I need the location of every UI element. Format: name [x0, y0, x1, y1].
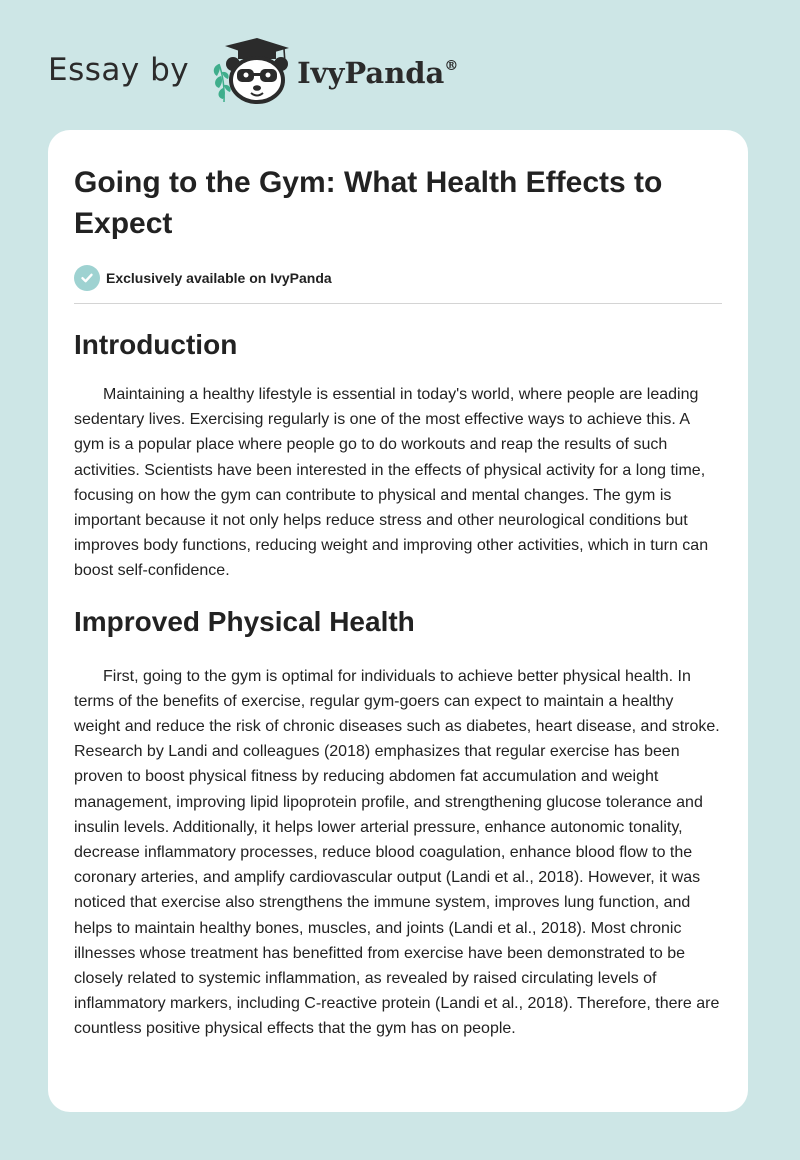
- section-heading: Improved Physical Health: [74, 605, 415, 637]
- brand-name: [297, 56, 458, 90]
- site-header: [48, 36, 458, 106]
- section-paragraph: Maintaining a healthy lifestyle is essential in today's world, where people are leading sedentary lives. Exercising regularly is one of the most effective ways to achieve this. A gym is a popular place where people go to do workouts and reap the results of such activities. Scientists have been interested in the effects of physical activity for a long time, focusing on how the gym can contribute to physical and mental changes. The gym is important because it not only helps reduce stress and other neurological conditions but improves body functions, reducing weight and improving other activities, which in turn can boost self-confidence.: [74, 386, 709, 580]
- panda-logo-icon: [205, 36, 293, 106]
- section-improved-physical-health: [74, 605, 722, 1042]
- section-paragraph: First, going to the gym is optimal for individuals to achieve better physical health. In terms of the benefits of exercise, regular gym-goers can expect to maintain a healthy weight and reduce the risk of chronic diseases such as diabetes, heart disease, and stroke. Research by Landi and colleagues (2018) emphasizes that regular exercise has been proven to boost physical fitness by reducing abdomen fat accumulation and weight management, improving lipid lipoprotein profile, and strengthening glucose tolerance and insulin levels. Additionally, it helps lower arterial pressure, enhance autonomic tonality, decrease inflammatory processes, reduce blood coagulation, enhance blood flow to the coronary arteries, and amplify cardiovascular output (Landi et al., 2018). However, it was noticed that exercise also strengthens the immune system, improves lung function, and helps to maintain healthy bones, muscles, and joints (Landi et al., 2018). Most chronic illnesses whose treatment has benefitted from exercise have been demonstrated to be closely related to systemic inflammation, as revealed by raised circulating levels of inflammatory markers, including C-reactive protein (Landi et al., 2018). Therefore, there are countless positive physical effects that the gym has on people.: [74, 667, 720, 1038]
- section-heading: Introduction: [74, 329, 238, 360]
- section-introduction: [74, 328, 722, 584]
- exclusive-badge: [74, 265, 722, 291]
- brand-name-text: IvyPanda: [297, 56, 445, 90]
- ivypanda-logo-link[interactable]: [205, 36, 458, 106]
- article-card: [48, 130, 748, 1112]
- registered-mark: ®: [444, 58, 459, 74]
- article-title: Going to the Gym: What Health Effects to Expect: [74, 166, 663, 240]
- essay-by-label: Essay by: [48, 52, 190, 88]
- divider: [74, 303, 722, 304]
- exclusive-badge-text: Exclusively available on IvyPanda: [106, 270, 332, 286]
- check-circle-icon: [74, 265, 100, 291]
